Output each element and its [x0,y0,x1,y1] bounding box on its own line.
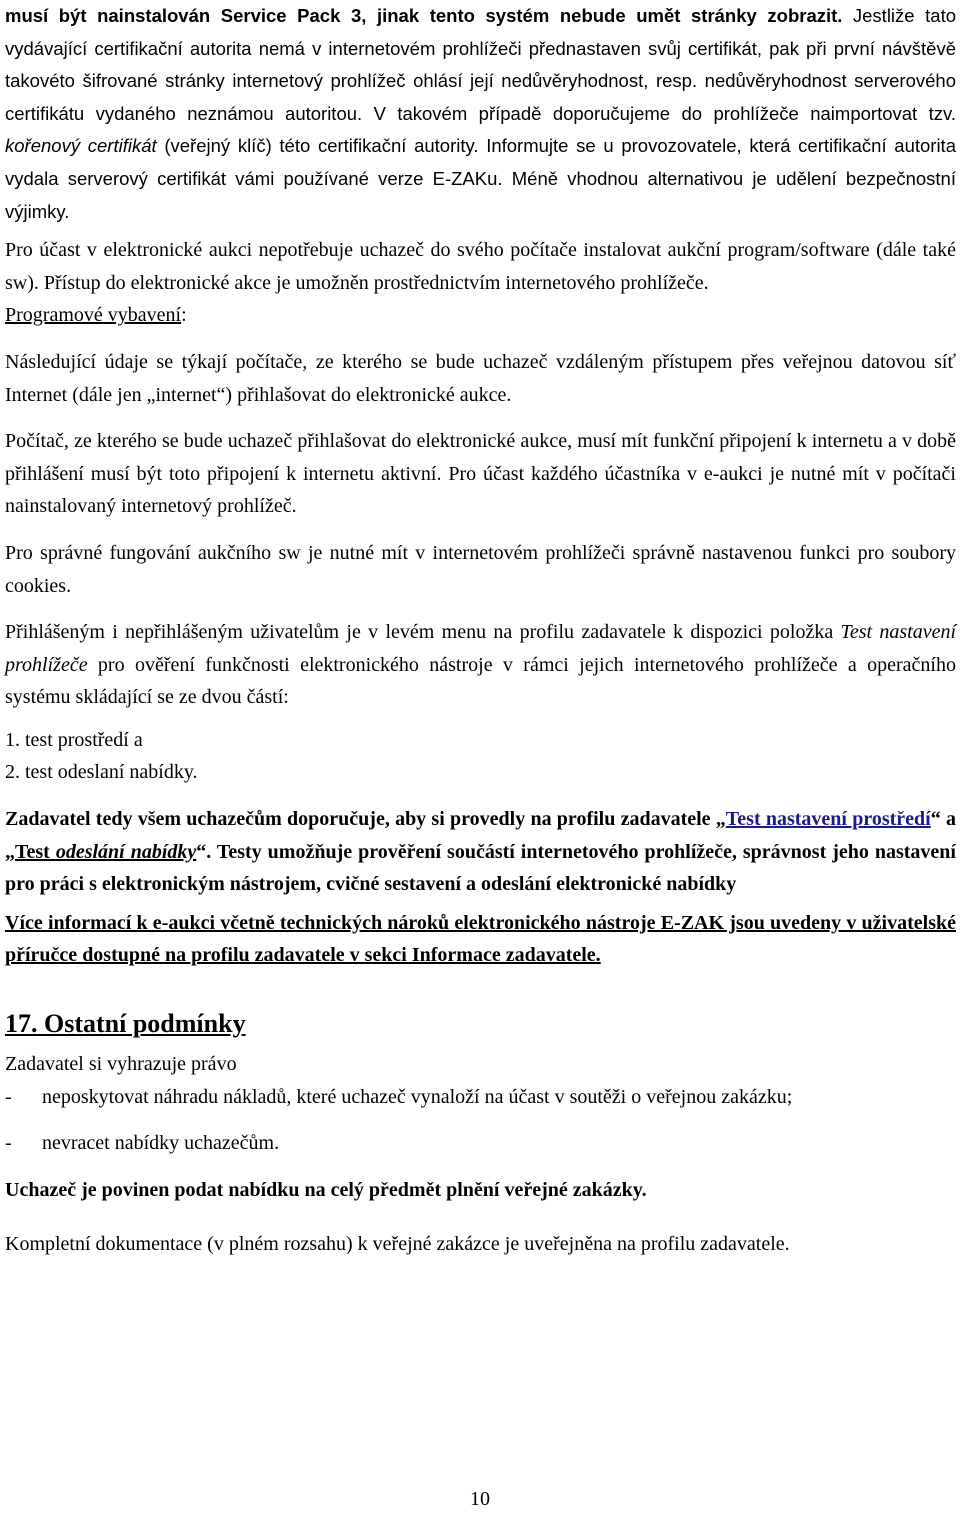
paragraph-documentation: Kompletní dokumentace (v plném rozsahu) k veřejné zakázce je uveřejněna na profilu zadavatele. [5,1233,790,1256]
paragraph-recommendation [5,803,956,901]
list-item-test-environment: 1. test prostředí a [5,728,143,751]
link-test-sending[interactable] [15,841,196,863]
recommendation-a: Zadavatel tedy všem uchazečům doporučuje, aby si provedly na profilu zadavatele „ [5,808,726,831]
link-test-sending-plain: Test [15,840,56,863]
list-item-text: nevracet nabídky uchazečům. [42,1132,280,1155]
cert-text-a: Jestliže tato vydávající certifikační autorita nemá v internetovém prohlížeči přednastaven svůj certifikát, pak při první návštěvě takovéto šifrované stránky internetový prohlížeč ohlásí její nedůvěryhodnost, resp. nedůvěryhodnost serverového certifikátu vydaného neznámou autoritou. V takovém případě doporučujeme do prohlížeče naimportovat tzv. [5,5,957,124]
link-test-sending-italic: odeslání nabídky [55,840,197,863]
list-item-no-compensation [5,1081,956,1114]
browser-test-italic: Test nastavení prohlížeče [5,621,957,676]
list-dash: - [5,1132,12,1155]
paragraph-service-pack [5,0,956,228]
software-heading: Programové vybavení [5,304,182,327]
paragraph-obligation: Uchazeč je povinen podat nabídku na celý předmět plnění veřejné zakázky. [5,1178,647,1201]
list-item-test-sending: 2. test odeslaní nabídky. [5,761,198,784]
paragraph-reservation: Zadavatel si vyhrazuje právo [5,1053,237,1076]
recommendation-c: “. Testy umožňuje prověření součástí internetového prohlížeče, správnost jeho nastavení pro práci s elektronickým nástrojem, cvičné sestavení a odeslání elektronické nabídky [5,840,956,896]
cert-text-b: (veřejný klíč) této certifikační autority. Informujte se u provozovatele, která certifikační autorita vydala serverový certifikát vámi používané verze E-ZAKu. Méně vhodnou alternativou je udělení bezpečnostní výjimky. [5,135,956,222]
paragraph-software-heading [5,299,956,332]
page-number: 10 [470,1488,490,1510]
paragraph-computer-requirements: Počítač, ze kterého se bude uchazeč přihlašovat do elektronické aukce, musí mít funkční připojení k internetu a v době přihlášení musí být toto připojení k internetu aktivní. Pro účast každého účastníka v e-aukci je nutné mít v počítači nainstalovaný internetový prohlížeč. [5,430,956,518]
paragraph-participation: Pro účast v elektronické aukci nepotřebuje uchazeč do svého počítače instalovat aukční program/software (dále také sw). Přístup do elektronické akce je umožněn prostřednictvím internetového prohlížeče. [5,239,956,294]
paragraph-browser-test [5,616,956,714]
list-item-text: neposkytovat náhradu nákladů, které uchazeč vynaloží na účast v soutěži o veřejnou zakázku; [42,1085,793,1108]
section-heading: 17. Ostatní podmínky [5,1009,246,1039]
paragraph-more-info: Více informací k e-aukci včetně technických nároků elektronického nástroje E-ZAK jsou uvedeny v uživatelské příručce dostupné na profilu zadavatele v sekci Informace zadavatele. [5,911,956,967]
paragraph-computer-data: Následující údaje se týkají počítače, ze kterého se bude uchazeč vzdáleným přístupem přes veřejnou datovou síť Internet (dále jen „internet“) přihlašovat do elektronické aukce. [5,350,956,406]
recommendation-b: “ a „ [5,808,956,863]
document-page [5,0,956,1261]
paragraph-cookies: Pro správné fungování aukčního sw je nutné mít v internetovém prohlížeči správně nastavenou funkci pro soubory cookies. [5,541,956,597]
software-heading-colon: : [181,304,187,327]
browser-test-b: pro ověření funkčnosti elektronického nástroje v rámci jejich internetového prohlížeče a operačního systému skládající se ze dvou částí: [5,653,956,709]
link-test-environment[interactable]: Test nastavení prostředí [725,808,931,831]
browser-test-a: Přihlášeným i nepřihlášeným uživatelům je v levém menu na profilu zadavatele k dispozici položka [5,621,841,644]
list-item-no-return [5,1127,956,1160]
cert-italic: kořenový certifikát [5,135,157,157]
service-pack-line: musí být nainstalován Service Pack 3, jinak tento systém nebude umět stránky zobrazit. [5,5,843,26]
list-dash: - [5,1085,12,1108]
